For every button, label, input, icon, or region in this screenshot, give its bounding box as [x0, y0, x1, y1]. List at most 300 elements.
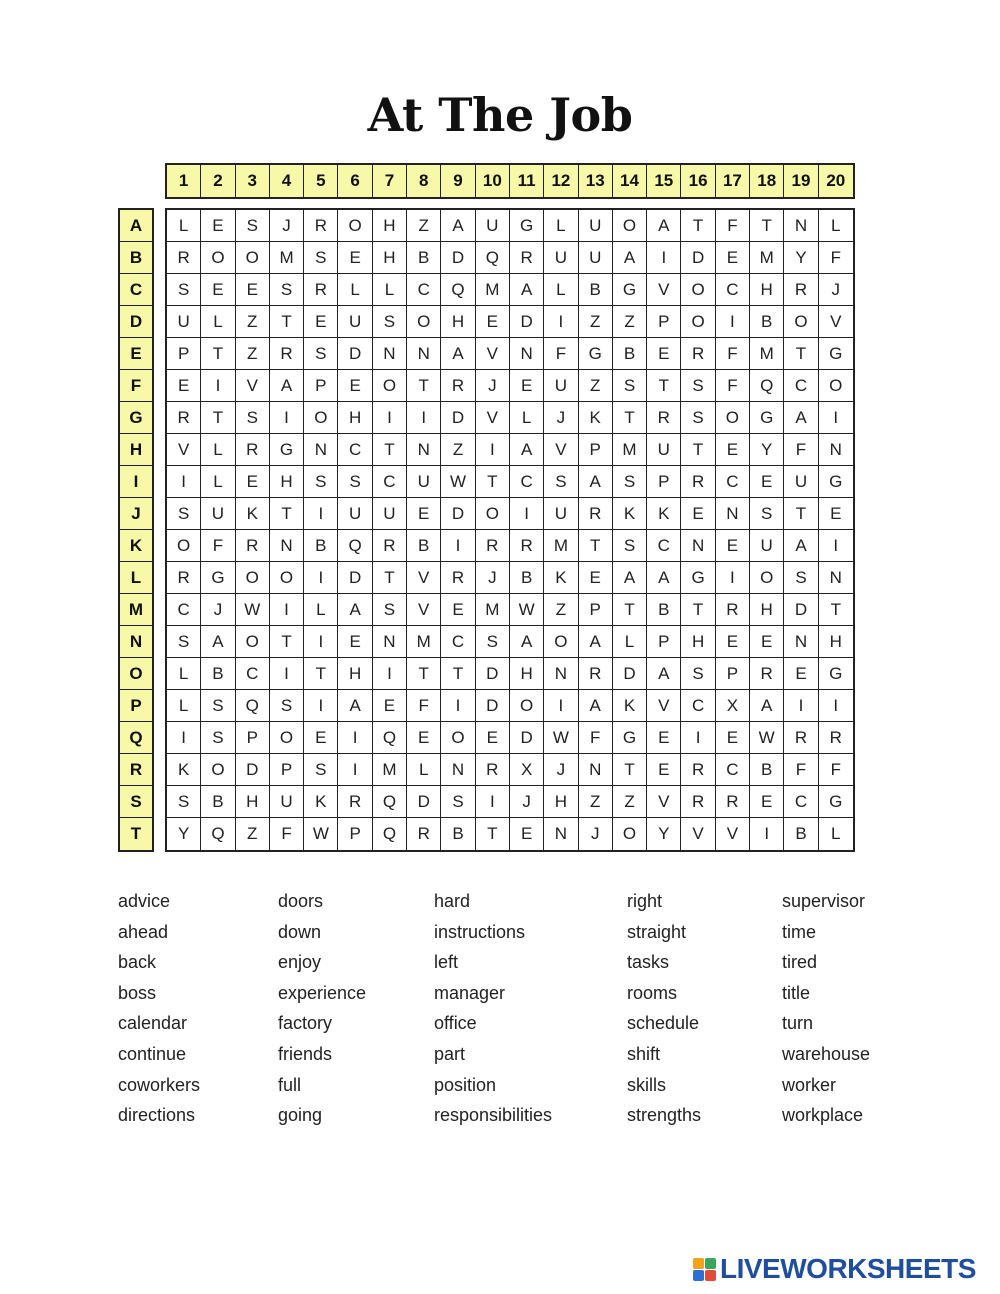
- grid-cell[interactable]: L: [304, 594, 338, 626]
- grid-cell[interactable]: U: [544, 370, 578, 402]
- grid-cell[interactable]: T: [201, 402, 235, 434]
- grid-cell[interactable]: S: [236, 210, 270, 242]
- grid-cell[interactable]: T: [613, 754, 647, 786]
- grid-cell[interactable]: C: [716, 466, 750, 498]
- grid-cell[interactable]: J: [476, 562, 510, 594]
- grid-cell[interactable]: W: [304, 818, 338, 850]
- grid-cell[interactable]: I: [819, 530, 853, 562]
- grid-cell[interactable]: T: [270, 626, 304, 658]
- grid-cell[interactable]: P: [167, 338, 201, 370]
- grid-cell[interactable]: U: [647, 434, 681, 466]
- grid-cell[interactable]: C: [716, 274, 750, 306]
- grid-cell[interactable]: I: [270, 594, 304, 626]
- grid-cell[interactable]: V: [716, 818, 750, 850]
- grid-cell[interactable]: C: [716, 754, 750, 786]
- grid-cell[interactable]: E: [441, 594, 475, 626]
- grid-cell[interactable]: O: [373, 370, 407, 402]
- grid-cell[interactable]: S: [338, 466, 372, 498]
- grid-cell[interactable]: I: [270, 402, 304, 434]
- grid-cell[interactable]: C: [407, 274, 441, 306]
- grid-cell[interactable]: P: [579, 594, 613, 626]
- grid-cell[interactable]: S: [167, 626, 201, 658]
- grid-cell[interactable]: Q: [201, 818, 235, 850]
- grid-cell[interactable]: C: [338, 434, 372, 466]
- grid-cell[interactable]: S: [750, 498, 784, 530]
- grid-cell[interactable]: R: [407, 818, 441, 850]
- grid-cell[interactable]: L: [373, 274, 407, 306]
- grid-cell[interactable]: F: [544, 338, 578, 370]
- grid-cell[interactable]: E: [716, 434, 750, 466]
- grid-cell[interactable]: R: [681, 338, 715, 370]
- grid-cell[interactable]: S: [544, 466, 578, 498]
- grid-cell[interactable]: R: [338, 786, 372, 818]
- grid-cell[interactable]: E: [647, 338, 681, 370]
- grid-cell[interactable]: E: [236, 466, 270, 498]
- grid-cell[interactable]: W: [510, 594, 544, 626]
- grid-cell[interactable]: N: [784, 210, 818, 242]
- grid-cell[interactable]: F: [716, 210, 750, 242]
- grid-cell[interactable]: K: [544, 562, 578, 594]
- grid-cell[interactable]: V: [819, 306, 853, 338]
- word-search-grid[interactable]: [165, 208, 855, 852]
- grid-cell[interactable]: E: [750, 626, 784, 658]
- grid-cell[interactable]: H: [338, 402, 372, 434]
- grid-cell[interactable]: A: [579, 626, 613, 658]
- grid-cell[interactable]: I: [338, 722, 372, 754]
- grid-cell[interactable]: O: [201, 242, 235, 274]
- grid-cell[interactable]: G: [819, 338, 853, 370]
- grid-cell[interactable]: G: [201, 562, 235, 594]
- grid-cell[interactable]: T: [407, 658, 441, 690]
- grid-cell[interactable]: E: [716, 530, 750, 562]
- grid-cell[interactable]: J: [201, 594, 235, 626]
- grid-cell[interactable]: D: [784, 594, 818, 626]
- grid-cell[interactable]: Q: [373, 722, 407, 754]
- grid-cell[interactable]: D: [441, 242, 475, 274]
- grid-cell[interactable]: V: [407, 594, 441, 626]
- grid-cell[interactable]: L: [167, 210, 201, 242]
- grid-cell[interactable]: I: [716, 306, 750, 338]
- grid-cell[interactable]: R: [304, 274, 338, 306]
- grid-cell[interactable]: M: [373, 754, 407, 786]
- grid-cell[interactable]: H: [510, 658, 544, 690]
- grid-cell[interactable]: A: [510, 626, 544, 658]
- grid-cell[interactable]: Z: [613, 786, 647, 818]
- grid-cell[interactable]: O: [819, 370, 853, 402]
- grid-cell[interactable]: T: [681, 434, 715, 466]
- grid-cell[interactable]: C: [441, 626, 475, 658]
- grid-cell[interactable]: K: [304, 786, 338, 818]
- grid-cell[interactable]: R: [510, 530, 544, 562]
- grid-cell[interactable]: P: [304, 370, 338, 402]
- grid-cell[interactable]: E: [338, 370, 372, 402]
- grid-cell[interactable]: S: [681, 370, 715, 402]
- grid-cell[interactable]: H: [270, 466, 304, 498]
- grid-cell[interactable]: O: [544, 626, 578, 658]
- grid-cell[interactable]: F: [819, 754, 853, 786]
- grid-cell[interactable]: T: [441, 658, 475, 690]
- grid-cell[interactable]: I: [304, 562, 338, 594]
- grid-cell[interactable]: I: [441, 530, 475, 562]
- grid-cell[interactable]: D: [441, 498, 475, 530]
- grid-cell[interactable]: N: [441, 754, 475, 786]
- grid-cell[interactable]: B: [510, 562, 544, 594]
- grid-cell[interactable]: N: [716, 498, 750, 530]
- grid-cell[interactable]: H: [819, 626, 853, 658]
- grid-cell[interactable]: D: [407, 786, 441, 818]
- grid-cell[interactable]: S: [304, 466, 338, 498]
- grid-cell[interactable]: O: [167, 530, 201, 562]
- grid-cell[interactable]: S: [270, 274, 304, 306]
- grid-cell[interactable]: G: [270, 434, 304, 466]
- grid-cell[interactable]: B: [201, 786, 235, 818]
- grid-cell[interactable]: R: [716, 594, 750, 626]
- grid-cell[interactable]: L: [167, 690, 201, 722]
- grid-cell[interactable]: I: [716, 562, 750, 594]
- grid-cell[interactable]: I: [167, 722, 201, 754]
- grid-cell[interactable]: B: [407, 242, 441, 274]
- grid-cell[interactable]: T: [579, 530, 613, 562]
- grid-cell[interactable]: Z: [236, 818, 270, 850]
- grid-cell[interactable]: H: [681, 626, 715, 658]
- grid-cell[interactable]: B: [201, 658, 235, 690]
- grid-cell[interactable]: R: [784, 274, 818, 306]
- grid-cell[interactable]: T: [681, 210, 715, 242]
- grid-cell[interactable]: K: [579, 402, 613, 434]
- grid-cell[interactable]: S: [476, 626, 510, 658]
- grid-cell[interactable]: I: [476, 786, 510, 818]
- grid-cell[interactable]: C: [784, 786, 818, 818]
- grid-cell[interactable]: R: [236, 530, 270, 562]
- grid-cell[interactable]: D: [338, 338, 372, 370]
- grid-cell[interactable]: G: [819, 466, 853, 498]
- grid-cell[interactable]: I: [544, 306, 578, 338]
- grid-cell[interactable]: T: [476, 818, 510, 850]
- grid-cell[interactable]: O: [270, 562, 304, 594]
- grid-cell[interactable]: G: [613, 722, 647, 754]
- grid-cell[interactable]: D: [476, 690, 510, 722]
- grid-cell[interactable]: U: [750, 530, 784, 562]
- grid-cell[interactable]: N: [407, 434, 441, 466]
- grid-cell[interactable]: M: [613, 434, 647, 466]
- grid-cell[interactable]: P: [270, 754, 304, 786]
- grid-cell[interactable]: N: [407, 338, 441, 370]
- grid-cell[interactable]: Q: [373, 818, 407, 850]
- grid-cell[interactable]: T: [373, 562, 407, 594]
- grid-cell[interactable]: R: [681, 466, 715, 498]
- grid-cell[interactable]: U: [579, 242, 613, 274]
- grid-cell[interactable]: R: [579, 658, 613, 690]
- grid-cell[interactable]: Q: [236, 690, 270, 722]
- grid-cell[interactable]: U: [544, 498, 578, 530]
- grid-cell[interactable]: A: [441, 210, 475, 242]
- grid-cell[interactable]: I: [819, 690, 853, 722]
- grid-cell[interactable]: F: [716, 338, 750, 370]
- grid-cell[interactable]: K: [613, 498, 647, 530]
- grid-cell[interactable]: A: [784, 530, 818, 562]
- grid-cell[interactable]: D: [613, 658, 647, 690]
- grid-cell[interactable]: H: [750, 274, 784, 306]
- grid-cell[interactable]: T: [784, 498, 818, 530]
- grid-cell[interactable]: A: [510, 274, 544, 306]
- grid-cell[interactable]: Y: [750, 434, 784, 466]
- grid-cell[interactable]: O: [236, 242, 270, 274]
- grid-cell[interactable]: Q: [476, 242, 510, 274]
- grid-cell[interactable]: C: [167, 594, 201, 626]
- grid-cell[interactable]: O: [613, 210, 647, 242]
- grid-cell[interactable]: E: [647, 722, 681, 754]
- grid-cell[interactable]: G: [819, 786, 853, 818]
- grid-cell[interactable]: Z: [579, 786, 613, 818]
- grid-cell[interactable]: M: [270, 242, 304, 274]
- grid-cell[interactable]: O: [236, 626, 270, 658]
- grid-cell[interactable]: I: [441, 690, 475, 722]
- grid-cell[interactable]: J: [510, 786, 544, 818]
- grid-cell[interactable]: O: [338, 210, 372, 242]
- grid-cell[interactable]: T: [750, 210, 784, 242]
- grid-cell[interactable]: I: [750, 818, 784, 850]
- grid-cell[interactable]: E: [716, 626, 750, 658]
- grid-cell[interactable]: A: [647, 210, 681, 242]
- grid-cell[interactable]: E: [407, 498, 441, 530]
- grid-cell[interactable]: N: [373, 338, 407, 370]
- grid-cell[interactable]: V: [236, 370, 270, 402]
- grid-cell[interactable]: U: [201, 498, 235, 530]
- grid-cell[interactable]: F: [270, 818, 304, 850]
- grid-cell[interactable]: H: [338, 658, 372, 690]
- grid-cell[interactable]: W: [236, 594, 270, 626]
- grid-cell[interactable]: T: [373, 434, 407, 466]
- grid-cell[interactable]: A: [579, 690, 613, 722]
- grid-cell[interactable]: O: [304, 402, 338, 434]
- grid-cell[interactable]: X: [716, 690, 750, 722]
- grid-cell[interactable]: K: [613, 690, 647, 722]
- grid-cell[interactable]: W: [441, 466, 475, 498]
- grid-cell[interactable]: N: [681, 530, 715, 562]
- grid-cell[interactable]: T: [270, 498, 304, 530]
- grid-cell[interactable]: U: [579, 210, 613, 242]
- grid-cell[interactable]: D: [681, 242, 715, 274]
- grid-cell[interactable]: H: [750, 594, 784, 626]
- grid-cell[interactable]: R: [579, 498, 613, 530]
- grid-cell[interactable]: V: [167, 434, 201, 466]
- grid-cell[interactable]: R: [167, 242, 201, 274]
- grid-cell[interactable]: E: [373, 690, 407, 722]
- grid-cell[interactable]: E: [750, 786, 784, 818]
- grid-cell[interactable]: U: [338, 306, 372, 338]
- grid-cell[interactable]: O: [407, 306, 441, 338]
- grid-cell[interactable]: I: [201, 370, 235, 402]
- grid-cell[interactable]: K: [647, 498, 681, 530]
- grid-cell[interactable]: L: [819, 210, 853, 242]
- grid-cell[interactable]: A: [613, 562, 647, 594]
- grid-cell[interactable]: E: [784, 658, 818, 690]
- grid-cell[interactable]: E: [819, 498, 853, 530]
- grid-cell[interactable]: R: [681, 786, 715, 818]
- grid-cell[interactable]: E: [476, 722, 510, 754]
- grid-cell[interactable]: T: [784, 338, 818, 370]
- grid-cell[interactable]: R: [819, 722, 853, 754]
- grid-cell[interactable]: L: [338, 274, 372, 306]
- grid-cell[interactable]: O: [510, 690, 544, 722]
- grid-cell[interactable]: T: [407, 370, 441, 402]
- grid-cell[interactable]: I: [407, 402, 441, 434]
- grid-cell[interactable]: W: [750, 722, 784, 754]
- grid-cell[interactable]: Y: [647, 818, 681, 850]
- grid-cell[interactable]: Z: [544, 594, 578, 626]
- grid-cell[interactable]: V: [681, 818, 715, 850]
- grid-cell[interactable]: P: [579, 434, 613, 466]
- grid-cell[interactable]: S: [681, 658, 715, 690]
- grid-cell[interactable]: E: [304, 306, 338, 338]
- grid-cell[interactable]: I: [510, 498, 544, 530]
- grid-cell[interactable]: V: [544, 434, 578, 466]
- grid-cell[interactable]: S: [236, 402, 270, 434]
- grid-cell[interactable]: L: [201, 434, 235, 466]
- grid-cell[interactable]: U: [476, 210, 510, 242]
- grid-cell[interactable]: E: [304, 722, 338, 754]
- grid-cell[interactable]: Z: [407, 210, 441, 242]
- grid-cell[interactable]: T: [613, 402, 647, 434]
- grid-cell[interactable]: L: [201, 466, 235, 498]
- grid-cell[interactable]: Q: [338, 530, 372, 562]
- grid-cell[interactable]: O: [270, 722, 304, 754]
- grid-cell[interactable]: H: [441, 306, 475, 338]
- grid-cell[interactable]: R: [510, 242, 544, 274]
- grid-cell[interactable]: B: [579, 274, 613, 306]
- grid-cell[interactable]: J: [270, 210, 304, 242]
- grid-cell[interactable]: A: [338, 594, 372, 626]
- grid-cell[interactable]: U: [338, 498, 372, 530]
- grid-cell[interactable]: T: [270, 306, 304, 338]
- grid-cell[interactable]: A: [441, 338, 475, 370]
- grid-cell[interactable]: I: [338, 754, 372, 786]
- grid-cell[interactable]: U: [544, 242, 578, 274]
- grid-cell[interactable]: O: [613, 818, 647, 850]
- grid-cell[interactable]: V: [476, 402, 510, 434]
- grid-cell[interactable]: I: [304, 626, 338, 658]
- grid-cell[interactable]: M: [476, 274, 510, 306]
- grid-cell[interactable]: I: [304, 690, 338, 722]
- grid-cell[interactable]: M: [750, 338, 784, 370]
- grid-cell[interactable]: E: [579, 562, 613, 594]
- grid-cell[interactable]: R: [647, 402, 681, 434]
- grid-cell[interactable]: O: [681, 274, 715, 306]
- grid-cell[interactable]: L: [544, 210, 578, 242]
- grid-cell[interactable]: N: [544, 658, 578, 690]
- grid-cell[interactable]: C: [784, 370, 818, 402]
- grid-cell[interactable]: J: [819, 274, 853, 306]
- grid-cell[interactable]: V: [647, 274, 681, 306]
- grid-cell[interactable]: G: [819, 658, 853, 690]
- grid-cell[interactable]: R: [784, 722, 818, 754]
- grid-cell[interactable]: V: [647, 786, 681, 818]
- grid-cell[interactable]: R: [716, 786, 750, 818]
- grid-cell[interactable]: F: [201, 530, 235, 562]
- grid-cell[interactable]: G: [681, 562, 715, 594]
- grid-cell[interactable]: I: [373, 402, 407, 434]
- grid-cell[interactable]: T: [681, 594, 715, 626]
- grid-cell[interactable]: S: [304, 338, 338, 370]
- grid-cell[interactable]: F: [784, 754, 818, 786]
- grid-cell[interactable]: G: [579, 338, 613, 370]
- grid-cell[interactable]: S: [613, 530, 647, 562]
- grid-cell[interactable]: I: [819, 402, 853, 434]
- grid-cell[interactable]: L: [201, 306, 235, 338]
- grid-cell[interactable]: R: [476, 530, 510, 562]
- grid-cell[interactable]: N: [510, 338, 544, 370]
- grid-cell[interactable]: I: [304, 498, 338, 530]
- grid-cell[interactable]: A: [647, 562, 681, 594]
- grid-cell[interactable]: U: [407, 466, 441, 498]
- grid-cell[interactable]: P: [236, 722, 270, 754]
- grid-cell[interactable]: R: [681, 754, 715, 786]
- grid-cell[interactable]: E: [716, 242, 750, 274]
- grid-cell[interactable]: I: [681, 722, 715, 754]
- grid-cell[interactable]: E: [236, 274, 270, 306]
- grid-cell[interactable]: K: [236, 498, 270, 530]
- grid-cell[interactable]: Z: [579, 306, 613, 338]
- grid-cell[interactable]: N: [579, 754, 613, 786]
- grid-cell[interactable]: S: [613, 370, 647, 402]
- grid-cell[interactable]: M: [476, 594, 510, 626]
- grid-cell[interactable]: S: [304, 242, 338, 274]
- grid-cell[interactable]: P: [647, 626, 681, 658]
- grid-cell[interactable]: H: [373, 242, 407, 274]
- grid-cell[interactable]: U: [167, 306, 201, 338]
- grid-cell[interactable]: P: [647, 466, 681, 498]
- grid-cell[interactable]: C: [681, 690, 715, 722]
- grid-cell[interactable]: S: [201, 722, 235, 754]
- grid-cell[interactable]: A: [338, 690, 372, 722]
- grid-cell[interactable]: S: [167, 498, 201, 530]
- grid-cell[interactable]: W: [544, 722, 578, 754]
- grid-cell[interactable]: E: [510, 818, 544, 850]
- grid-cell[interactable]: T: [201, 338, 235, 370]
- grid-cell[interactable]: Z: [236, 338, 270, 370]
- grid-cell[interactable]: S: [613, 466, 647, 498]
- grid-cell[interactable]: G: [510, 210, 544, 242]
- grid-cell[interactable]: N: [270, 530, 304, 562]
- grid-cell[interactable]: R: [236, 434, 270, 466]
- grid-cell[interactable]: S: [304, 754, 338, 786]
- grid-cell[interactable]: T: [819, 594, 853, 626]
- grid-cell[interactable]: L: [544, 274, 578, 306]
- grid-cell[interactable]: T: [476, 466, 510, 498]
- grid-cell[interactable]: D: [510, 722, 544, 754]
- grid-cell[interactable]: I: [167, 466, 201, 498]
- grid-cell[interactable]: E: [201, 210, 235, 242]
- grid-cell[interactable]: S: [441, 786, 475, 818]
- grid-cell[interactable]: S: [784, 562, 818, 594]
- grid-cell[interactable]: V: [647, 690, 681, 722]
- grid-cell[interactable]: P: [647, 306, 681, 338]
- grid-cell[interactable]: V: [407, 562, 441, 594]
- grid-cell[interactable]: T: [304, 658, 338, 690]
- grid-cell[interactable]: M: [544, 530, 578, 562]
- grid-cell[interactable]: C: [373, 466, 407, 498]
- grid-cell[interactable]: G: [750, 402, 784, 434]
- grid-cell[interactable]: S: [201, 690, 235, 722]
- grid-cell[interactable]: U: [784, 466, 818, 498]
- grid-cell[interactable]: E: [201, 274, 235, 306]
- grid-cell[interactable]: F: [819, 242, 853, 274]
- grid-cell[interactable]: R: [304, 210, 338, 242]
- grid-cell[interactable]: R: [476, 754, 510, 786]
- grid-cell[interactable]: N: [373, 626, 407, 658]
- grid-cell[interactable]: F: [784, 434, 818, 466]
- grid-cell[interactable]: D: [476, 658, 510, 690]
